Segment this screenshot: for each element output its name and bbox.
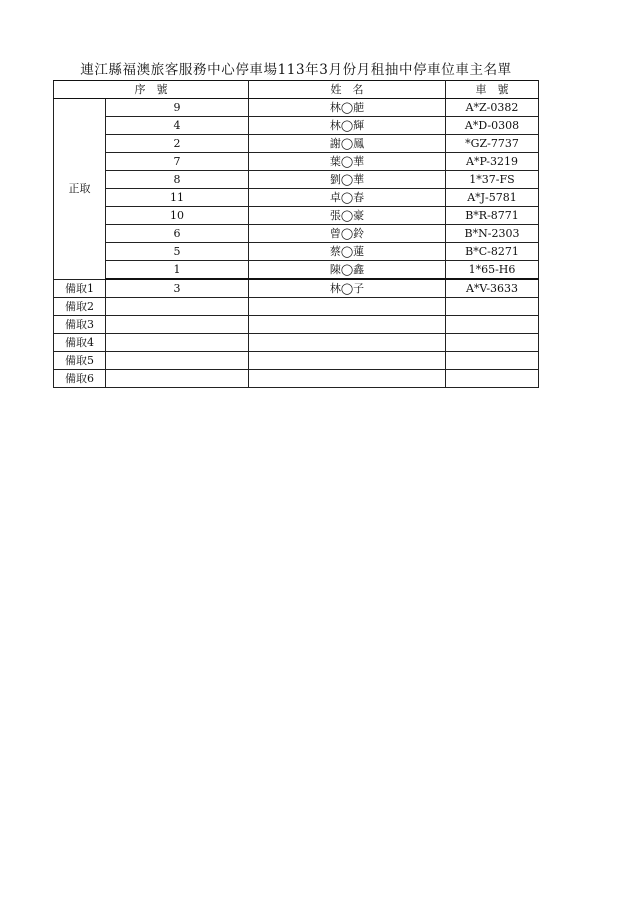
table-row	[54, 334, 539, 352]
table-row	[54, 189, 539, 207]
owner-name-cell	[249, 352, 446, 370]
serial-number-cell: 1	[106, 261, 249, 280]
serial-number-cell	[106, 334, 249, 352]
serial-number-cell: 2	[106, 135, 249, 153]
header-plate: 車 號	[446, 81, 539, 99]
table-row	[54, 243, 539, 261]
alternate-label-cell: 備取1	[54, 279, 106, 298]
serial-number-cell: 4	[106, 117, 249, 135]
alternate-label-cell: 備取3	[54, 316, 106, 334]
owner-name-cell	[249, 298, 446, 316]
main-group-label: 正取	[54, 99, 106, 280]
plate-number-cell: B*C-8271	[446, 243, 539, 261]
owner-name-cell: 陳◯鑫	[249, 261, 446, 280]
table-header-row	[54, 81, 539, 99]
owner-name-cell: 林◯子	[249, 279, 446, 298]
owner-name-cell: 卓◯春	[249, 189, 446, 207]
alternate-label-cell: 備取2	[54, 298, 106, 316]
plate-number-cell: A*D-0308	[446, 117, 539, 135]
serial-number-cell: 7	[106, 153, 249, 171]
alternate-label-cell: 備取6	[54, 370, 106, 388]
serial-number-cell: 6	[106, 225, 249, 243]
serial-number-cell	[106, 370, 249, 388]
serial-number-cell: 8	[106, 171, 249, 189]
owner-name-cell: 葉◯華	[249, 153, 446, 171]
plate-number-cell	[446, 352, 539, 370]
document-title: 連江縣福澳旅客服務中心停車場113年3月份月租抽中停車位車主名單	[80, 62, 512, 78]
table-row	[54, 261, 539, 280]
serial-number-cell: 9	[106, 99, 249, 117]
owner-name-cell: 林◯輝	[249, 117, 446, 135]
plate-number-cell: *GZ-7737	[446, 135, 539, 153]
plate-number-cell: 1*37-FS	[446, 171, 539, 189]
plate-number-cell: 1*65-H6	[446, 261, 539, 280]
serial-number-cell	[106, 352, 249, 370]
serial-number-cell	[106, 316, 249, 334]
plate-number-cell: B*N-2303	[446, 225, 539, 243]
alternate-label-cell: 備取5	[54, 352, 106, 370]
table-row	[54, 225, 539, 243]
table-row	[54, 279, 539, 298]
owner-name-cell	[249, 316, 446, 334]
serial-number-cell: 5	[106, 243, 249, 261]
parking-winners-table	[53, 80, 539, 388]
owner-name-cell: 曾◯鈴	[249, 225, 446, 243]
table-row	[54, 298, 539, 316]
table-row	[54, 117, 539, 135]
owner-name-cell: 林◯萉	[249, 99, 446, 117]
owner-name-cell: 謝◯鳳	[249, 135, 446, 153]
plate-number-cell: A*P-3219	[446, 153, 539, 171]
plate-number-cell: A*Z-0382	[446, 99, 539, 117]
owner-name-cell: 張◯豪	[249, 207, 446, 225]
plate-number-cell	[446, 298, 539, 316]
plate-number-cell	[446, 316, 539, 334]
table-row	[54, 153, 539, 171]
owner-name-cell: 蔡◯蓮	[249, 243, 446, 261]
table-row	[54, 370, 539, 388]
plate-number-cell: A*V-3633	[446, 279, 539, 298]
plate-number-cell: B*R-8771	[446, 207, 539, 225]
table-row	[54, 99, 539, 117]
header-name: 姓 名	[249, 81, 446, 99]
serial-number-cell: 3	[106, 279, 249, 298]
alternate-label-cell: 備取4	[54, 334, 106, 352]
plate-number-cell	[446, 334, 539, 352]
table-row	[54, 171, 539, 189]
owner-name-cell	[249, 334, 446, 352]
header-serial: 序 號	[54, 81, 249, 99]
table-row	[54, 135, 539, 153]
owner-name-cell	[249, 370, 446, 388]
plate-number-cell: A*J-5781	[446, 189, 539, 207]
table-row	[54, 207, 539, 225]
plate-number-cell	[446, 370, 539, 388]
owner-name-cell: 劉◯華	[249, 171, 446, 189]
table-body	[54, 81, 539, 388]
serial-number-cell: 10	[106, 207, 249, 225]
serial-number-cell: 11	[106, 189, 249, 207]
serial-number-cell	[106, 298, 249, 316]
table-row	[54, 352, 539, 370]
table-row	[54, 316, 539, 334]
